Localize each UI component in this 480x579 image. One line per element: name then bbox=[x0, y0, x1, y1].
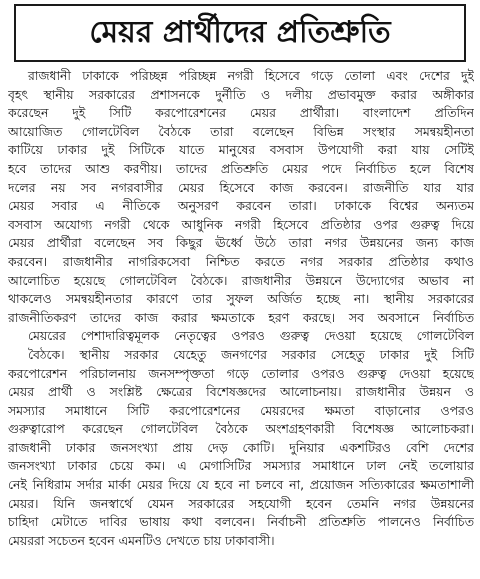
headline: মেয়র প্রার্থীদের প্রতিশ্রুতি bbox=[89, 15, 391, 50]
article-line: রাজনীতিকরণ তাদের কাজ করার ক্ষমতাকে হরণ করছে। সব অবসানে নির্বাচিত bbox=[8, 309, 474, 325]
article-line: জনসংখ্যা ঢাকার চেয়ে কম। এ মেগাসিটির সমস্যার সমাধানে ঢাল নেই তলোয়ার bbox=[8, 458, 474, 474]
article-line: থাকলেও সমন্বয়হীনতার কারণে তার সুফল অর্জিত হচ্ছে না। স্থানীয় সরকারের bbox=[8, 291, 474, 307]
article-line: করপোরেশন পরিচালনায় জনসম্পৃক্ততা গড়ে তোলার ওপরও গুরুত্ব দেওয়া হয়েছে bbox=[8, 365, 474, 381]
article-line: আলোচিত হয়েছে গোলটেবিল বৈঠকে। রাজধানীর উন্নয়নে উদ্যোগের অভাব না bbox=[8, 272, 474, 288]
article-line: করেছেন দুই সিটি করপোরেশনের মেয়র প্রার্থীরা। বাংলাদেশ প্রতিদিন bbox=[8, 105, 474, 121]
article-line: মেয়রের পেশাদারিত্বমূলক নেতৃত্বের ওপরও গুরুত্ব দেওয়া হয়েছে গোলটেবিল bbox=[28, 328, 474, 344]
article-line: চাহিদা মেটাতে দাবির ভাষায় কথা বলবেন। নির্বাচনী প্রতিশ্রুতি পালনেও নির্বাচিত bbox=[8, 514, 474, 530]
article-line: করবেন। রাজধানীর নাগরিকসেবা নিশ্চিত করতে নগর সরকার প্রতিষ্ঠার কথাও bbox=[8, 253, 474, 269]
article-line: বৃহৎ স্থানীয় সরকারের প্রশাসনকে দুর্নীতি ও দলীয় প্রভাবমুক্ত করার অঙ্গীকার bbox=[8, 86, 474, 102]
article-line: মেয়র প্রার্থী ও সংশ্লিষ্ট ক্ষেত্রের বিশেষজ্ঞদের আলোচনায়। রাজধানীর উন্নয়ন ও bbox=[8, 384, 474, 400]
article-line: মেয়র প্রার্থীরা বলেছেন সব কিছুর ঊর্ধ্বে উঠে তারা নগর উন্নয়নের জন্য কাজ bbox=[8, 235, 474, 251]
article-line: মেয়র। যিনি জনস্বার্থে যেমন সরকারের সহযোগী হবেন তেমনি নগর উন্নয়নের bbox=[8, 495, 474, 511]
article-line: আয়োজিত গোলটেবিল বৈঠকে তারা বলেছেন বিভিন্ন সংস্থার সমন্বয়হীনতা bbox=[8, 123, 474, 139]
article-line: গুরুত্বারোপ করেছেন গোলটেবিল বৈঠকে অংশগ্রহণকারী বিশেষজ্ঞ আলোচকরা। bbox=[8, 421, 474, 437]
article-line: হবে তাদের আশু করণীয়। তাদের প্রতিশ্রুতি মেয়র পদে নির্বাচিত হলে বিশেষ bbox=[8, 160, 474, 176]
article-line: নেই নিধিরাম সর্দার মার্কা মেয়র দিয়ে যে হবে না চলবে না, প্রয়োজন সত্যিকারের ক্ষমতাশালী bbox=[8, 477, 474, 493]
article-line: দলের নয় সব নগরবাসীর মেয়র হিসেবে কাজ করবেন। রাজনীতি যার যার bbox=[8, 179, 474, 195]
article-body bbox=[8, 67, 474, 573]
headline-box bbox=[14, 4, 466, 62]
article-line: বৈঠকে। স্থানীয় সরকার যেহেতু জনগণের সরকার সেহেতু ঢাকার দুই সিটি bbox=[28, 346, 474, 362]
article-line: সমস্যার সমাধানে সিটি করপোরেশনের মেয়রদের ক্ষমতা বাড়ানোর ওপরও bbox=[8, 402, 474, 418]
article-line: বসবাস অযোগ্য নগরী থেকে আধুনিক নগরী হিসেবে প্রতিষ্ঠার ওপর গুরুত্ব দিয়ে bbox=[8, 216, 474, 232]
article-line: রাজধানী ঢাকাকে পরিচ্ছন্ন পরিচ্ছন্ন নগরী হিসেবে গড়ে তোলা এবং দেশের দুই bbox=[28, 68, 474, 83]
article-line: মেয়ররা সচেতন হবেন এমনটিও দেখতে চায় ঢাকাবাসী। bbox=[8, 532, 275, 548]
article-line: রাজধানী ঢাকার জনসংখ্যা প্রায় দেড় কোটি। দুনিয়ার একশটিরও বেশি দেশের bbox=[8, 439, 474, 455]
article-line: কাটিয়ে ঢাকার দুই সিটিকে যাতে মানুষের বসবাস উপযোগী করা যায় সেটিই bbox=[8, 142, 474, 158]
article-line: মেয়র সবার এ নীতিকে অনুসরণ করবেন তারা। ঢাকাকে বিশ্বের অন্যতম bbox=[8, 198, 474, 214]
